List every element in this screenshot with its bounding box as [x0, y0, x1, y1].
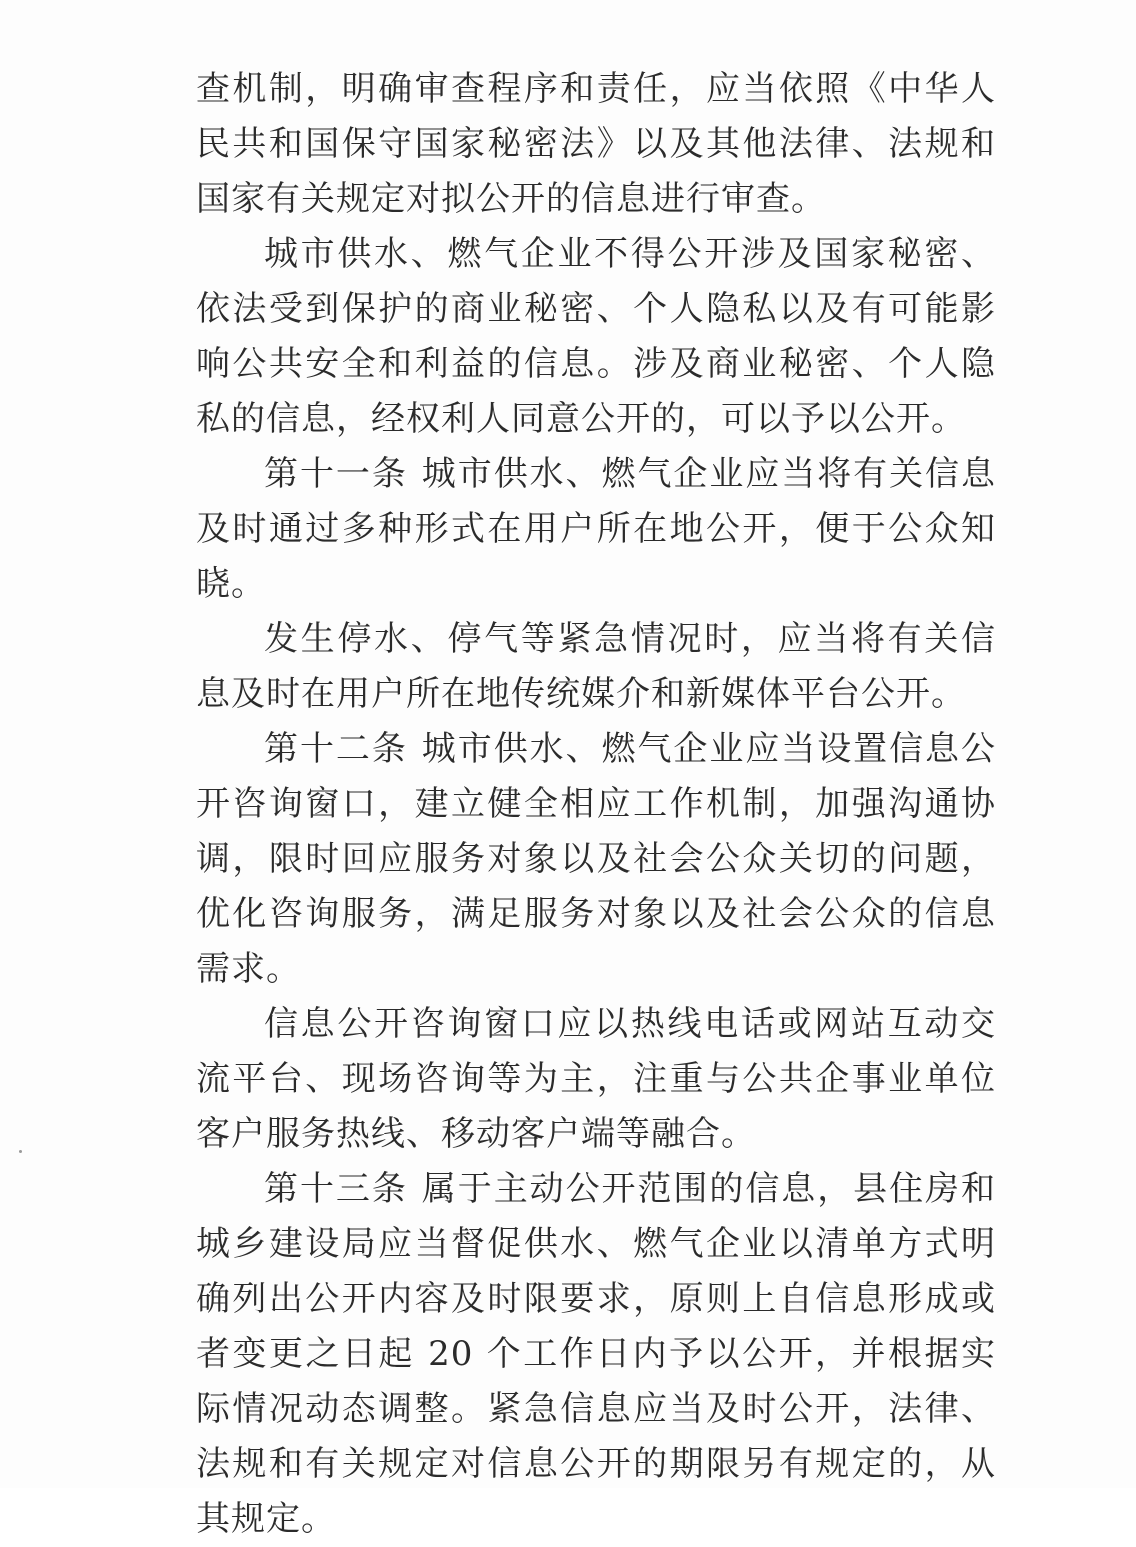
paragraph-article-12: [196, 722, 996, 997]
paragraph-text: 城市供水、燃气企业应当设置信息公开咨询窗口，建立健全相应工作机制，加强沟通协调，限时回应服务对象以及社会公众关切的问题，优化咨询服务，满足服务对象以及社会公众的信息需求。: [196, 729, 997, 989]
paragraph-emergency-disclosure: [196, 612, 996, 722]
article-label: 第十二条: [264, 729, 408, 769]
paragraph-article-11: [196, 447, 996, 612]
scan-speck: [19, 1150, 22, 1153]
document-body: [196, 62, 996, 1547]
paragraph-review-mechanism: [196, 62, 996, 227]
article-label: 第十三条: [264, 1169, 408, 1209]
paragraph-text: 城市供水、燃气企业不得公开涉及国家秘密、依法受到保护的商业秘密、个人隐私以及有可能影响公共安全和利益的信息。涉及商业秘密、个人隐私的信息，经权利人同意公开的，可以予以公开。: [196, 234, 996, 439]
paragraph-article-13: [196, 1162, 996, 1547]
paragraph-text: 查机制，明确审查程序和责任，应当依照《中华人民共和国保守国家秘密法》以及其他法律、法规和国家有关规定对拟公开的信息进行审查。: [196, 69, 996, 219]
paragraph-text: 发生停水、停气等紧急情况时，应当将有关信息及时在用户所在地传统媒介和新媒体平台公开。: [196, 619, 996, 714]
paragraph-confidential-info: [196, 227, 996, 447]
paragraph-text: 城市供水、燃气企业应当将有关信息及时通过多种形式在用户所在地公开，便于公众知晓。: [196, 454, 997, 604]
paragraph-text: 属于主动公开范围的信息，县住房和城乡建设局应当督促供水、燃气企业以清单方式明确列出公开内容及时限要求，原则上自信息形成或者变更之日起 20 个工作日内予以公开，并根据实际情况动态调整。紧急信息应当及时公开，法律、法规和有关规定对信息公开的期限另有规定的，从其规定。: [196, 1169, 997, 1539]
paragraph-consultation-window: [196, 997, 996, 1162]
article-label: 第十一条: [264, 454, 408, 494]
paragraph-text: 信息公开咨询窗口应以热线电话或网站互动交流平台、现场咨询等为主，注重与公共企事业单位客户服务热线、移动客户端等融合。: [196, 1004, 996, 1154]
